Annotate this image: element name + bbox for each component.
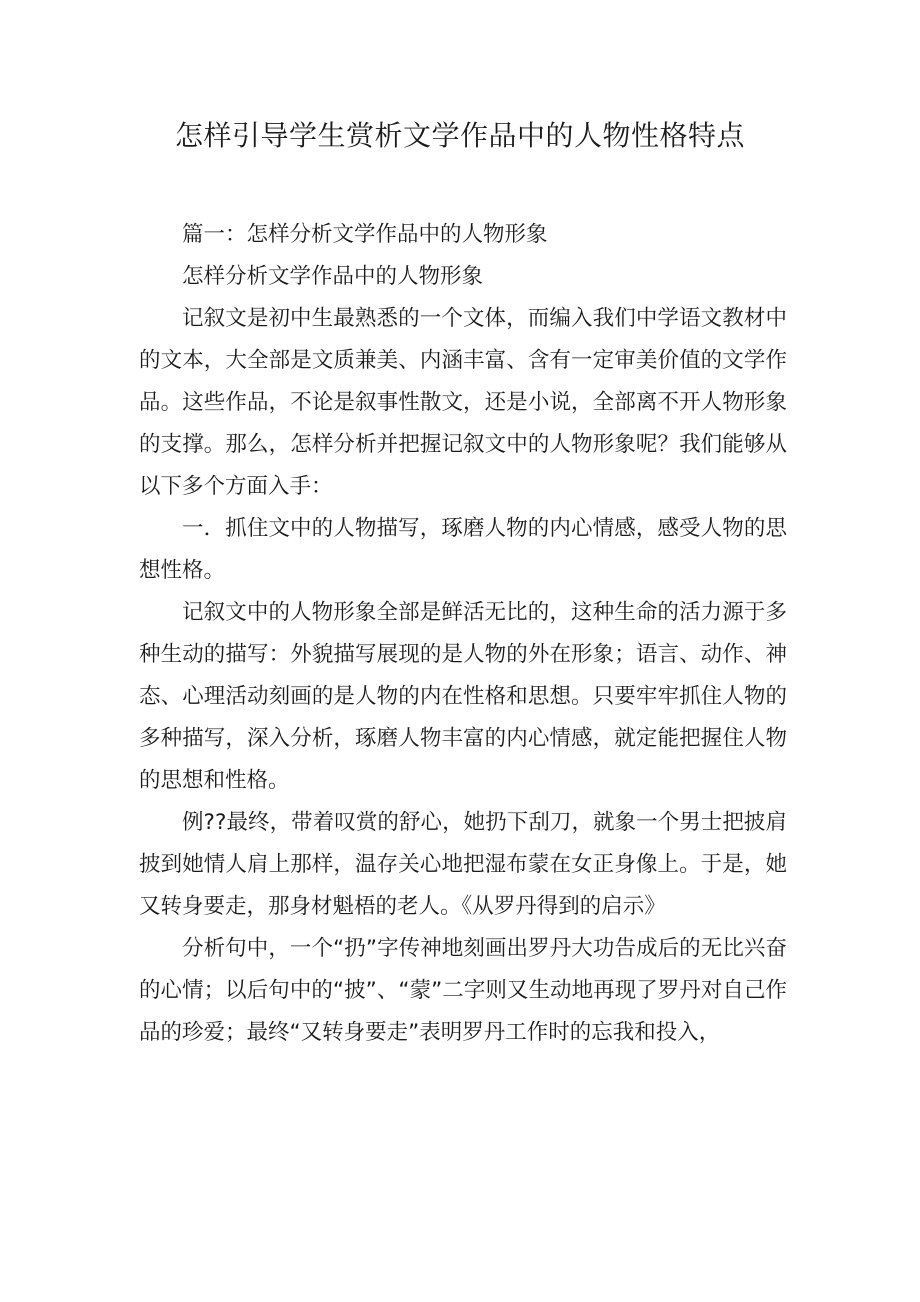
paragraph: 分析句中，一个“扔”字传神地刻画出罗丹大功告成后的无比兴奋的心情；以后句中的“披”、“蒙”二字则又生动地再现了罗丹对自己作品的珍爱；最终“又转身要走”表明罗丹工作时的忘我和投入， [139, 936, 787, 1045]
document-title: 怎样引导学生赏析文学作品中的人物性格特点 [174, 119, 745, 152]
paragraph: 记叙文是初中生最熟悉的一个文体，而编入我们中学语文教材中的文本，大全部是文质兼美、内涵丰富、含有一定审美价值的文学作品。这些作品，不论是叙事性散文，还是小说，全部离不开人物形象的支撑。那么，怎样分析并把握记叙文中的人物形象呢？我们能够从以下多个方面入手： [139, 306, 787, 499]
paragraph: 记叙文中的人物形象全部是鲜活无比的，这种生命的活力源于多种生动的描写：外貌描写展现的是人物的外在形象；语言、动作、神态、心理活动刻画的是人物的内在性格和思想。只要牢牢抓住人物的多种描写，深入分析，琢磨人物丰富的内心情感，就定能把握住人物的思想和性格。 [139, 600, 787, 793]
article-heading: 怎样分析文学作品中的人物形象 [182, 264, 484, 289]
document-body [139, 214, 787, 1054]
paragraph: 一．抓住文中的人物描写，琢磨人物的内心情感，感受人物的思想性格。 [139, 516, 787, 583]
section-heading: 篇一：怎样分析文学作品中的人物形象 [182, 222, 548, 247]
paragraph: 例??最终，带着叹赏的舒心，她扔下刮刀，就象一个男士把披肩披到她情人肩上那样，温存关心地把湿布蒙在女正身像上。于是，她又转身要走，那身材魁梧的老人。《从罗丹得到的启示》 [139, 810, 787, 919]
